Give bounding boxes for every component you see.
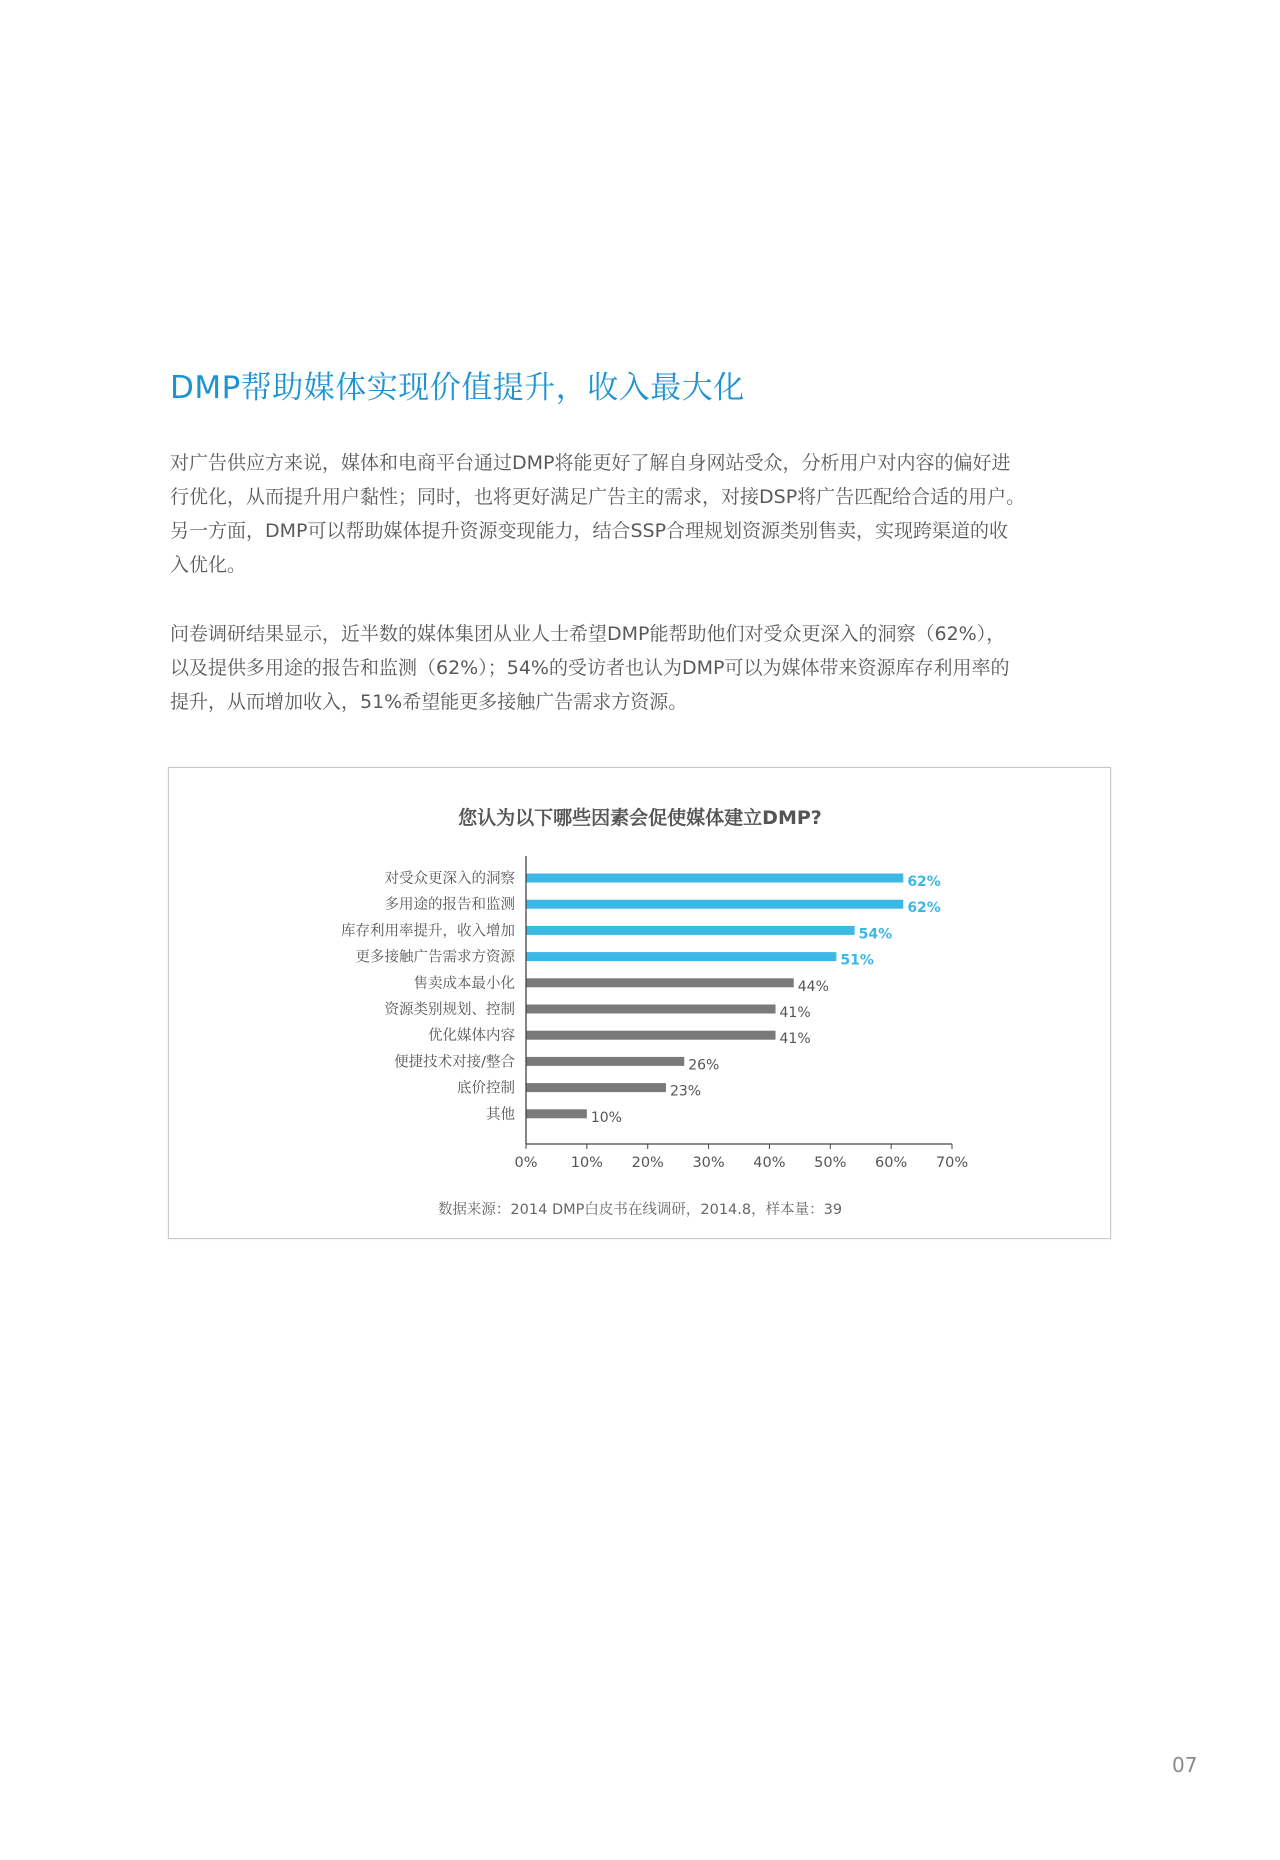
category-label: 优化媒体内容 [428,1028,515,1045]
bar [526,900,903,909]
paragraph-line: 以及提供多用途的报告和监测（62%）；54%的受访者也认为DMP可以为媒体带来资源库存利用率的 [170,657,1010,679]
category-label: 其他 [486,1106,515,1123]
value-label: 62% [907,874,941,890]
bar [526,926,855,935]
paragraph-line: 行优化，从而提升用户黏性；同时，也将更好满足广告主的需求，对接DSP将广告匹配给合适的用户。 [170,486,1026,508]
survey-paragraph [170,617,1116,719]
bar [526,1109,587,1118]
x-tick-label: 60% [875,1155,908,1171]
x-tick-label: 50% [814,1155,847,1171]
bar [526,1031,776,1040]
category-label: 库存利用率提升，收入增加 [341,923,515,940]
value-label: 62% [907,900,941,917]
intro-paragraph [170,446,1116,582]
paragraph-line: 对广告供应方来说，媒体和电商平台通过DMP将能更好了解自身网站受众，分析用户对内容的偏好进 [170,452,1011,474]
value-label: 26% [688,1057,720,1074]
chart-title: 您认为以下哪些因素会促使媒体建立DMP? [458,807,822,829]
category-label: 售卖成本最小化 [413,975,515,992]
paragraph-line: 入优化。 [170,554,247,576]
paragraph-line: 提升，从而增加收入，51%希望能更多接触广告需求方资源。 [170,691,688,713]
value-label: 51% [840,952,874,969]
paragraph-line: 问卷调研结果显示，近半数的媒体集团从业人士希望DMP能帮助他们对受众更深入的洞察（62%）， [170,623,1006,645]
bar [526,978,794,987]
x-tick-label: 20% [631,1155,664,1171]
bars-group [341,870,941,1126]
bar [526,952,836,961]
category-label: 更多接触广告需求方资源 [355,949,515,966]
bar [526,1057,684,1066]
category-label: 对受众更深入的洞察 [384,871,515,887]
value-label: 41% [779,1005,811,1021]
category-label: 底价控制 [457,1080,515,1097]
bar [526,1005,776,1014]
x-tick-label: 30% [692,1155,725,1171]
value-label: 54% [858,926,893,943]
paragraph-line: 另一方面，DMP可以帮助媒体提升资源变现能力，结合SSP合理规划资源类别售卖，实现跨渠道的收 [170,520,1009,542]
source-note: 数据来源：2014 DMP白皮书在线调研，2014.8，样本量：39 [437,1202,843,1218]
bar-chart [169,768,1110,1238]
value-label: 41% [779,1031,811,1048]
x-tick-label: 10% [570,1155,603,1171]
section-title: DMP帮助媒体实现价值提升，收入最大化 [170,370,745,406]
chart-frame [168,767,1111,1239]
value-label: 44% [797,978,829,995]
category-label: 资源类别规划、控制 [384,1002,515,1018]
value-label: 23% [669,1083,702,1100]
category-label: 便捷技术对接/整合 [394,1054,515,1071]
page-number: 07 [1172,1753,1198,1777]
x-tick-label: 0% [514,1155,538,1171]
value-label: 10% [590,1109,622,1126]
x-tick-label: 70% [935,1155,969,1171]
bar [526,1083,666,1092]
bar [526,874,903,883]
x-tick-label: 40% [753,1155,786,1171]
category-label: 多用途的报告和监测 [384,897,515,914]
